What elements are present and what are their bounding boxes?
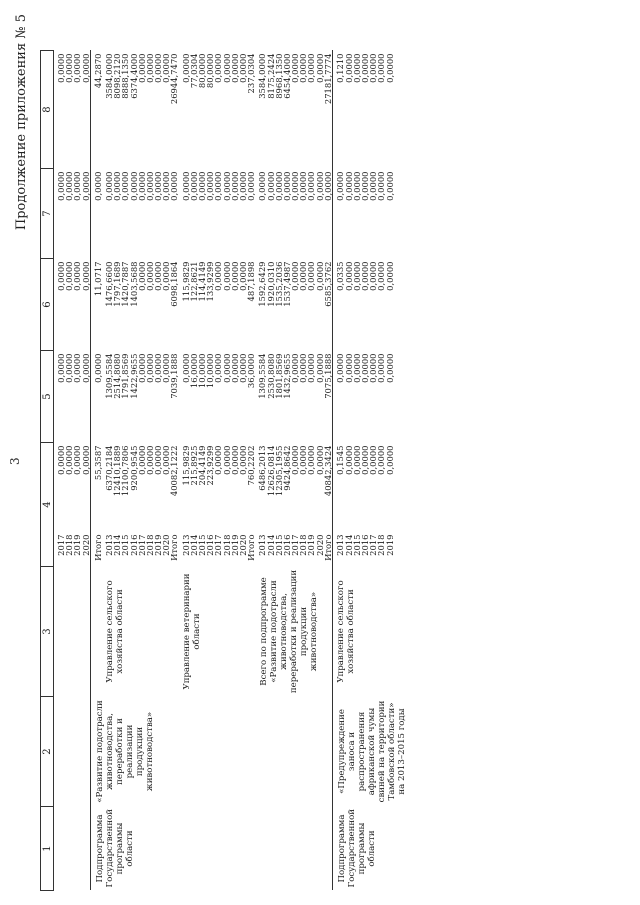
local-cell: 0,0000: [103, 171, 114, 201]
local-cell: 0,0000: [153, 171, 164, 201]
federal-cell: 10,0000: [205, 353, 216, 389]
total-cell: 0,0000: [351, 445, 362, 475]
local-cell: 0,0000: [257, 171, 268, 201]
total-cell: 40842,3424: [322, 445, 333, 497]
regional-cell: 0,0000: [221, 261, 232, 291]
extrabudget-cell: 8968,1350: [273, 53, 284, 99]
year-cell: 2013: [257, 534, 268, 556]
year-cell: 2018: [144, 534, 155, 556]
regional-cell: 0,0000: [161, 261, 172, 291]
total-cell: 0,0000: [64, 445, 75, 475]
local-cell: 0,0000: [343, 171, 354, 201]
extrabudget-cell-column: [90, 51, 333, 169]
local-cell: 0,0000: [376, 171, 387, 201]
program-name-cell: «Предупреждение заноса и распространения африканской чумы свиней на территории Тамбовской области» на 2013–2015 годы: [333, 697, 408, 807]
total-cell: 40082,1222: [169, 445, 180, 497]
total-cell: 0,0000: [213, 445, 224, 475]
extrabudget-cell: 0,0000: [351, 53, 362, 83]
federal-cell: 0,0000: [237, 353, 248, 383]
year-cell: 2014: [112, 534, 123, 556]
table-body: [54, 51, 408, 891]
regional-cell: 114,4149: [197, 261, 208, 302]
local-cell: 0,0000: [169, 171, 180, 201]
regional-cell: 1592,6429: [257, 261, 268, 307]
local-cell: 0,0000: [229, 171, 240, 201]
regional-cell: 1920,0310: [265, 261, 276, 307]
local-cell: 0,0000: [92, 171, 103, 201]
regional-cell: 11,0717: [92, 261, 103, 297]
total-cell: 6486,2013: [257, 445, 268, 491]
executor-name: Всего по подпрограмме «Развитие подотрасли животноводства, переработки и реализации продукции животноводства»: [258, 569, 319, 694]
federal-cell: 0,0000: [92, 353, 103, 383]
local-cell: 0,0000: [188, 171, 199, 201]
year-cell: 2019: [153, 534, 164, 556]
extrabudget-cell: 8888,1350: [120, 53, 131, 99]
federal-cell: 0,0000: [64, 353, 75, 383]
year-cell: 2014: [188, 534, 199, 556]
federal-cell: 0,0000: [314, 353, 325, 383]
local-cell: 0,0000: [265, 171, 276, 201]
total-cell: 12626,0814: [265, 445, 276, 497]
program-type-cell: [54, 807, 91, 891]
program-block-row: [54, 51, 91, 891]
regional-cell: 0,0000: [298, 261, 309, 291]
total-cell: 0,0000: [153, 445, 164, 475]
year-cell: 2013: [103, 534, 114, 556]
total-cell: 0,1545: [335, 445, 346, 475]
total-cell: 115,9829: [180, 445, 191, 486]
regional-cell: 0,0000: [213, 261, 224, 291]
year-cell: 2017: [368, 534, 379, 556]
regional-cell-column: [333, 259, 408, 351]
extrabudget-cell: 3584,0000: [257, 53, 268, 99]
extrabudget-cell: 26944,7470: [169, 53, 180, 105]
year-cell: 2018: [64, 534, 75, 556]
local-cell: 0,0000: [351, 171, 362, 201]
regional-cell: 0,0000: [72, 261, 83, 291]
local-cell: 0,0000: [64, 171, 75, 201]
extrabudget-cell: 0,0000: [376, 53, 387, 83]
program-name-cell: [54, 697, 91, 807]
federal-cell: 0,0000: [343, 353, 354, 383]
year-cell: 2017: [213, 534, 224, 556]
regional-cell: 487,1898: [246, 261, 257, 302]
extrabudget-cell: 0,0000: [213, 53, 224, 83]
federal-cell: 0,0000: [221, 353, 232, 383]
federal-cell: 0,0000: [335, 353, 346, 383]
total-cell-column: [333, 443, 408, 533]
extrabudget-cell: 0,0000: [136, 53, 147, 83]
local-cell: 0,0000: [120, 171, 131, 201]
regional-cell: 0,0000: [343, 261, 354, 291]
total-cell: 0,0000: [161, 445, 172, 475]
extrabudget-cell: 80,0000: [205, 53, 216, 89]
local-cell: 0,0000: [213, 171, 224, 201]
regional-cell: 0,0335: [335, 261, 346, 291]
regional-cell: 1797,1689: [112, 261, 123, 307]
extrabudget-cell: 77,0304: [188, 53, 199, 89]
local-cell: 0,0000: [359, 171, 370, 201]
federal-cell: 0,0000: [359, 353, 370, 383]
extrabudget-cell: 0,0000: [298, 53, 309, 83]
extrabudget-cell: 0,0000: [306, 53, 317, 83]
total-cell: 0,0000: [376, 445, 387, 475]
extrabudget-cell: 0,0000: [359, 53, 370, 83]
local-cell: 0,0000: [298, 171, 309, 201]
executor-column: [54, 567, 91, 697]
column-number: 6: [41, 259, 54, 351]
federal-cell: 1791,8569: [120, 353, 131, 399]
local-cell: 0,0000: [306, 171, 317, 201]
extrabudget-cell: 0,0000: [314, 53, 325, 83]
regional-cell: 1403,5688: [128, 261, 139, 307]
executor-column: [90, 567, 333, 697]
year-cell: 2020: [314, 534, 325, 556]
federal-cell: 0,0000: [351, 353, 362, 383]
total-cell: 0,0000: [72, 445, 83, 475]
program-type-cell: Подпрограмма Государственной программы области: [333, 807, 408, 891]
local-cell: 0,0000: [368, 171, 379, 201]
extrabudget-cell: 0,0000: [290, 53, 301, 83]
regional-cell: 0,0000: [368, 261, 379, 291]
year-cell: Итого: [322, 534, 333, 561]
total-cell: 0,0000: [306, 445, 317, 475]
regional-cell: 0,0000: [144, 261, 155, 291]
total-cell: 0,0000: [359, 445, 370, 475]
extrabudget-cell: 0,0000: [161, 53, 172, 83]
federal-cell: 1432,9655: [281, 353, 292, 399]
total-cell: 0,0000: [298, 445, 309, 475]
regional-cell: 0,0000: [376, 261, 387, 291]
federal-cell: 0,0000: [153, 353, 164, 383]
regional-cell: 133,9299: [205, 261, 216, 302]
local-cell: 0,0000: [322, 171, 333, 201]
year-cell: 2019: [384, 534, 395, 556]
local-cell: 0,0000: [180, 171, 191, 201]
federal-cell: 0,0000: [72, 353, 83, 383]
year-cell: 2018: [376, 534, 387, 556]
regional-cell: 0,0000: [237, 261, 248, 291]
federal-cell: 7075,1888: [322, 353, 333, 399]
total-cell: 215,8925: [188, 445, 199, 486]
total-cell-column: [90, 443, 333, 533]
total-cell: 223,9299: [205, 445, 216, 486]
year-cell: 2015: [120, 534, 131, 556]
local-cell-column: [90, 169, 333, 259]
federal-cell: 0,0000: [306, 353, 317, 383]
executor-name: [57, 567, 90, 697]
total-cell: 760,2202: [246, 445, 257, 486]
total-cell: 204,4149: [197, 445, 208, 486]
extrabudget-cell: 0,0000: [56, 53, 66, 83]
year-cell: Итого: [246, 534, 257, 561]
regional-cell-column: [54, 259, 91, 351]
local-cell: 0,0000: [335, 171, 346, 201]
column-number: 3: [41, 567, 54, 697]
federal-cell: 0,0000: [180, 353, 191, 383]
local-cell: 0,0000: [246, 171, 257, 201]
regional-cell: 0,0000: [153, 261, 164, 291]
local-cell: 0,0000: [56, 171, 66, 201]
extrabudget-cell: 0,0000: [229, 53, 240, 83]
total-cell: 55,3587: [92, 445, 103, 481]
extrabudget-cell: 0,0000: [64, 53, 75, 83]
federal-cell: 0,0000: [144, 353, 155, 383]
executor-name: Управление ветеринарии области: [181, 573, 202, 690]
year-cell: 2015: [273, 534, 284, 556]
year-cell: 2016: [281, 534, 292, 556]
local-cell: 0,0000: [80, 171, 91, 201]
total-cell: 0,0000: [237, 445, 248, 475]
extrabudget-cell: 0,1210: [335, 53, 346, 83]
federal-cell: 0,0000: [80, 353, 91, 383]
federal-cell: 1422,9655: [128, 353, 139, 399]
extrabudget-cell: 3584,0000: [103, 53, 114, 99]
federal-cell-column: [54, 351, 91, 443]
column-number: 7: [41, 169, 54, 259]
extrabudget-cell: 80,0000: [197, 53, 208, 89]
extrabudget-cell: 0,0000: [80, 53, 91, 83]
regional-cell: 0,0000: [314, 261, 325, 291]
federal-cell: 0,0000: [56, 353, 66, 383]
regional-cell: 115,9829: [180, 261, 191, 302]
federal-cell: 0,0000: [213, 353, 224, 383]
column-number-row: [41, 51, 54, 891]
program-block-row: [90, 51, 333, 891]
regional-cell: 1535,2036: [273, 261, 284, 307]
year-cell: 2020: [161, 534, 172, 556]
extrabudget-cell: 0,0000: [368, 53, 379, 83]
total-cell: 12305,1955: [273, 445, 284, 497]
extrabudget-cell: 0,0000: [153, 53, 164, 83]
year-cell: 2020: [80, 534, 91, 556]
total-cell: 0,0000: [221, 445, 232, 475]
total-cell: 6370,2184: [103, 445, 114, 491]
regional-cell: 0,0000: [64, 261, 75, 291]
extrabudget-cell: 0,0000: [384, 53, 395, 83]
extrabudget-cell: 6374,4000: [128, 53, 139, 99]
local-cell: 0,0000: [221, 171, 232, 201]
local-cell: 0,0000: [112, 171, 123, 201]
year-cell: 2016: [128, 534, 139, 556]
program-type-cell: Подпрограмма Государственной программы области: [90, 807, 333, 891]
extrabudget-cell: 8175,2424: [265, 53, 276, 99]
federal-cell: 2530,8080: [265, 353, 276, 399]
year-cell: Итого: [92, 534, 103, 561]
year-cell-column: [54, 533, 91, 567]
year-cell: 2016: [359, 534, 370, 556]
year-cell: 2013: [335, 534, 346, 556]
federal-cell: 1801,8569: [273, 353, 284, 399]
regional-cell: 0,0000: [306, 261, 317, 291]
program-block-row: [333, 51, 408, 891]
year-cell: 2018: [298, 534, 309, 556]
local-cell: 0,0000: [128, 171, 139, 201]
total-cell: 9200,9545: [128, 445, 139, 491]
federal-cell: 16,0000: [188, 353, 199, 389]
local-cell: 0,0000: [161, 171, 172, 201]
total-cell-column: [54, 443, 91, 533]
regional-cell: 0,0000: [136, 261, 147, 291]
federal-cell: 0,0000: [161, 353, 172, 383]
page-number: 3: [8, 457, 22, 465]
extrabudget-cell: 44,2870: [92, 53, 103, 89]
regional-cell: 0,0000: [384, 261, 395, 291]
federal-cell: 1309,5584: [257, 353, 268, 399]
extrabudget-cell: 0,0000: [237, 53, 248, 83]
extrabudget-cell: 8098,2120: [112, 53, 123, 99]
federal-cell-column: [90, 351, 333, 443]
column-number: 5: [41, 351, 54, 443]
local-cell: 0,0000: [314, 171, 325, 201]
total-cell: 0,0000: [343, 445, 354, 475]
local-cell: 0,0000: [144, 171, 155, 201]
local-cell-column: [333, 169, 408, 259]
year-cell: 2013: [180, 534, 191, 556]
year-cell: 2017: [136, 534, 147, 556]
local-cell: 0,0000: [237, 171, 248, 201]
local-cell: 0,0000: [290, 171, 301, 201]
local-cell: 0,0000: [205, 171, 216, 201]
year-cell: 2016: [205, 534, 216, 556]
federal-cell: 0,0000: [136, 353, 147, 383]
year-cell: 2020: [237, 534, 248, 556]
total-cell: 12410,1889: [112, 445, 123, 497]
federal-cell: 7039,1888: [169, 353, 180, 399]
federal-cell: 0,0000: [368, 353, 379, 383]
column-number: 2: [41, 697, 54, 807]
regional-cell: 0,0000: [290, 261, 301, 291]
regional-cell: 122,8621: [188, 261, 199, 302]
executor-name: Управление сельского хозяйства области: [336, 580, 357, 683]
federal-cell: 0,0000: [298, 353, 309, 383]
extrabudget-cell: 6454,4000: [281, 53, 292, 99]
total-cell: 0,0000: [80, 445, 91, 475]
extrabudget-cell: 0,0000: [221, 53, 232, 83]
federal-cell: 0,0000: [376, 353, 387, 383]
local-cell: 0,0000: [281, 171, 292, 201]
budget-table: [40, 50, 407, 891]
extrabudget-cell: 0,0000: [144, 53, 155, 83]
year-cell: 2018: [221, 534, 232, 556]
regional-cell: 0,0000: [80, 261, 91, 291]
federal-cell: 10,0000: [197, 353, 208, 389]
year-cell: 2019: [72, 534, 83, 556]
regional-cell: 6098,1864: [169, 261, 180, 307]
year-cell: 2014: [343, 534, 354, 556]
federal-cell-column: [333, 351, 408, 443]
total-cell: 12100,7806: [120, 445, 131, 497]
federal-cell: 0,0000: [384, 353, 395, 383]
extrabudget-cell: 0,0000: [72, 53, 83, 83]
local-cell: 0,0000: [197, 171, 208, 201]
regional-cell: 1420,7887: [120, 261, 131, 307]
total-cell: 0,0000: [144, 445, 155, 475]
total-cell: 0,0000: [290, 445, 301, 475]
local-cell: 0,0000: [273, 171, 284, 201]
total-cell: 0,0000: [314, 445, 325, 475]
regional-cell: 0,0000: [351, 261, 362, 291]
executor-name: [94, 567, 102, 697]
year-cell: 2014: [265, 534, 276, 556]
regional-cell: 0,0000: [359, 261, 370, 291]
local-cell: 0,0000: [136, 171, 147, 201]
year-cell: 2019: [306, 534, 317, 556]
total-cell: 0,0000: [384, 445, 395, 475]
year-cell-column: [90, 533, 333, 567]
total-cell: 9424,8642: [281, 445, 292, 491]
total-cell: 0,0000: [368, 445, 379, 475]
year-cell: 2017: [56, 534, 66, 556]
regional-cell: 1537,4987: [281, 261, 292, 307]
regional-cell: 6585,3762: [322, 261, 333, 307]
federal-cell: 0,0000: [229, 353, 240, 383]
column-number: 1: [41, 807, 54, 891]
regional-cell-column: [90, 259, 333, 351]
extrabudget-cell: 0,0000: [180, 53, 191, 83]
federal-cell: 1309,5584: [103, 353, 114, 399]
total-cell: 0,0000: [229, 445, 240, 475]
year-cell: 2015: [197, 534, 208, 556]
federal-cell: 36,0000: [246, 353, 257, 389]
regional-cell: 0,0000: [229, 261, 240, 291]
local-cell: 0,0000: [384, 171, 395, 201]
executor-column: [333, 567, 408, 697]
extrabudget-cell: 0,0000: [343, 53, 354, 83]
federal-cell: 0,0000: [290, 353, 301, 383]
local-cell: 0,0000: [72, 171, 83, 201]
extrabudget-cell-column: [333, 51, 408, 169]
year-cell: 2015: [351, 534, 362, 556]
extrabudget-cell: 237,0304: [246, 53, 257, 94]
year-cell: Итого: [169, 534, 180, 561]
extrabudget-cell: 27181,7774: [322, 53, 333, 105]
federal-cell: 2514,8080: [112, 353, 123, 399]
regional-cell: 1476,6600: [103, 261, 114, 307]
local-cell-column: [54, 169, 91, 259]
year-cell: 2019: [229, 534, 240, 556]
column-number: 8: [41, 51, 54, 169]
executor-name: Управление сельского хозяйства области: [104, 580, 125, 683]
program-name-cell: «Развитие подотрасли животноводства, переработки и реализации продукции животноводства»: [90, 697, 333, 807]
year-cell-column: [333, 533, 408, 567]
total-cell: 0,0000: [136, 445, 147, 475]
extrabudget-cell-column: [54, 51, 91, 169]
total-cell: 0,0000: [56, 445, 66, 475]
appendix-continuation-title: Продолжение приложения № 5: [14, 14, 29, 231]
regional-cell: 0,0000: [56, 261, 66, 291]
year-cell: 2017: [290, 534, 301, 556]
column-number: 4: [41, 443, 54, 567]
